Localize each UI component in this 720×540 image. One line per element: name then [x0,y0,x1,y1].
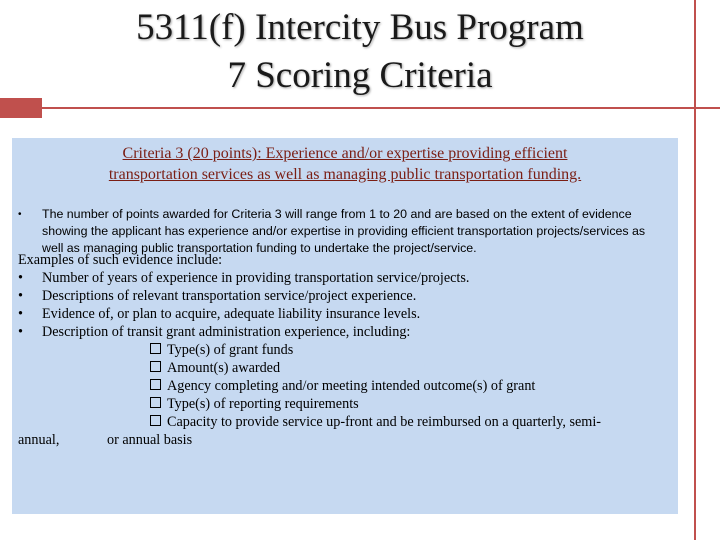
examples-section [18,251,658,449]
criteria-heading-line-2: transportation services as well as managing public transportation funding. [108,166,582,183]
list-item-text: Descriptions of relevant transportation service/project experience. [42,288,417,304]
sub-list-item [18,413,658,431]
sub-list-item [18,359,658,377]
list-item [18,287,658,305]
bullet-icon: • [18,270,23,286]
checkbox-square-icon [150,397,161,408]
sub-list-continuation [18,431,658,449]
continuation-right-text: or annual basis [107,432,193,448]
checkbox-square-icon [150,343,161,354]
sub-list-item [18,341,658,359]
checkbox-square-icon [150,415,161,426]
slide-title [0,4,720,100]
criteria-heading-line-1: Criteria 3 (20 points): Experience and/or expertise providing efficient [122,145,568,162]
sub-list-item-text: Amount(s) awarded [167,360,281,376]
sub-list-item-text: Type(s) of grant funds [167,342,294,358]
list-item [18,323,658,341]
examples-heading: Examples of such evidence include: [18,252,223,268]
checkbox-square-icon [150,379,161,390]
examples-list [18,269,658,341]
bullet-icon: • [18,288,23,304]
list-item-text: Number of years of experience in providing transportation service/projects. [42,270,470,286]
slide-title-line-2: 7 Scoring Criteria [227,55,493,96]
list-item-text: Evidence of, or plan to acquire, adequate liability insurance levels. [42,306,421,322]
vertical-accent-rule [694,0,696,540]
sub-list-item-text: Capacity to provide service up-front and be reimbursed on a quarterly, semi- [167,414,602,430]
sub-list-item-text: Agency completing and/or meeting intended outcome(s) of grant [167,378,536,394]
sub-list-item [18,395,658,413]
list-item [18,305,658,323]
bullet-icon: • [18,209,22,220]
slide-title-line-1: 5311(f) Intercity Bus Program [136,7,584,48]
continuation-left-text: annual, [18,432,60,448]
list-item [18,269,658,287]
points-description [18,206,668,257]
checkbox-square-icon [150,361,161,372]
points-description-text: The number of points awarded for Criteria 3 will range from 1 to 20 and are based on the extent of evidence showing the applicant has experience and/or expertise in providing efficient transportation projects/services as well as managing public transportation funding to undertake the project/service. [42,207,646,255]
sub-list-item [18,377,658,395]
criteria-heading [12,143,678,185]
bullet-icon: • [18,324,23,340]
list-item-text: Description of transit grant administration experience, including: [42,324,411,340]
horizontal-accent-rule [0,107,720,109]
bullet-icon: • [18,306,23,322]
sub-list-item-text: Type(s) of reporting requirements [167,396,359,412]
